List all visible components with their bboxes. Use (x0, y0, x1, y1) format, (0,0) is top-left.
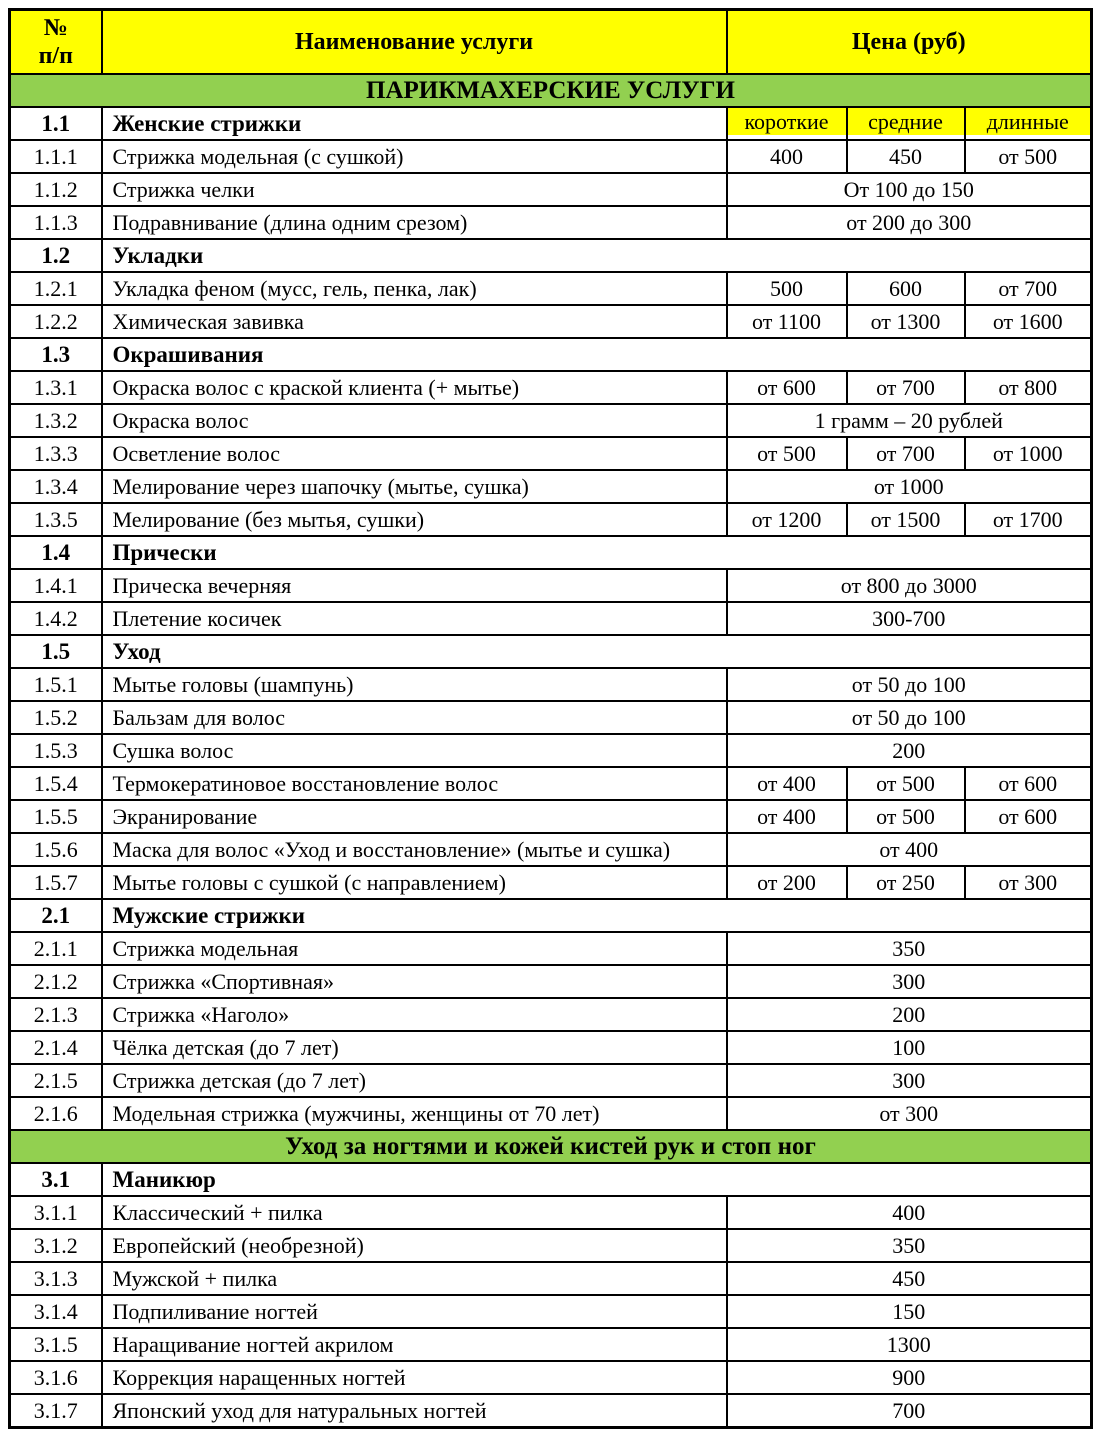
section-banner-row (10, 74, 1092, 107)
service-name: Укладка феном (мусс, гель, пенка, лак) (102, 272, 727, 305)
price-value: 700 (727, 1394, 1092, 1428)
price-value: 350 (727, 1229, 1092, 1262)
group-name: Женские стрижки (102, 107, 727, 140)
price-value: от 500 (965, 140, 1092, 173)
item-row (10, 1031, 1092, 1064)
service-name: Стрижка модельная (с сушкой) (102, 140, 727, 173)
price-value: от 1300 (847, 305, 965, 338)
service-name: Плетение косичек (102, 602, 727, 635)
service-name: Стрижка челки (102, 173, 727, 206)
service-name: Стрижка «Наголо» (102, 998, 727, 1031)
service-name: Мужской + пилка (102, 1262, 727, 1295)
row-number: 1.2 (10, 239, 102, 272)
item-row (10, 470, 1092, 503)
price-value: от 1200 (727, 503, 847, 536)
item-row (10, 1097, 1092, 1130)
service-name: Стрижка детская (до 7 лет) (102, 1064, 727, 1097)
row-number: 3.1.2 (10, 1229, 102, 1262)
price-value: 400 (727, 1196, 1092, 1229)
column-header-service: Наименование услуги (102, 10, 727, 75)
row-number: 1.5.5 (10, 800, 102, 833)
item-row (10, 1064, 1092, 1097)
price-value: от 500 (847, 767, 965, 800)
price-column-label: короткие (728, 108, 846, 135)
price-value: от 1600 (965, 305, 1092, 338)
price-value: от 300 (727, 1097, 1092, 1130)
price-value: от 700 (965, 272, 1092, 305)
group-row (10, 635, 1092, 668)
item-row (10, 173, 1092, 206)
row-number: 3.1.4 (10, 1295, 102, 1328)
price-column-label-cell (847, 107, 965, 140)
row-number: 1.4.2 (10, 602, 102, 635)
item-row (10, 437, 1092, 470)
service-name: Сушка волос (102, 734, 727, 767)
service-name: Наращивание ногтей акрилом (102, 1328, 727, 1361)
price-value: от 600 (965, 800, 1092, 833)
item-row (10, 1229, 1092, 1262)
section-banner-title: Уход за ногтями и кожей кистей рук и стоп ног (10, 1130, 1092, 1163)
row-number: 3.1 (10, 1163, 102, 1196)
item-row (10, 1196, 1092, 1229)
price-value: от 400 (727, 767, 847, 800)
price-column-label-cell (965, 107, 1092, 140)
service-name: Подпиливание ногтей (102, 1295, 727, 1328)
item-row (10, 800, 1092, 833)
row-number: 1.5.3 (10, 734, 102, 767)
service-name: Стрижка «Спортивная» (102, 965, 727, 998)
service-name: Японский уход для натуральных ногтей (102, 1394, 727, 1428)
price-value: 900 (727, 1361, 1092, 1394)
item-row (10, 206, 1092, 239)
column-header-number-line1: № (43, 15, 68, 41)
row-number: 1.5.4 (10, 767, 102, 800)
price-value: от 1000 (727, 470, 1092, 503)
price-value: 150 (727, 1295, 1092, 1328)
group-name: Маникюр (102, 1163, 1092, 1196)
row-number: 1.2.1 (10, 272, 102, 305)
row-number: 3.1.1 (10, 1196, 102, 1229)
price-value: от 1100 (727, 305, 847, 338)
price-value: от 600 (965, 767, 1092, 800)
item-row (10, 734, 1092, 767)
service-name: Химическая завивка (102, 305, 727, 338)
price-value: 450 (847, 140, 965, 173)
price-column-label: средние (848, 108, 964, 135)
price-value: от 700 (847, 371, 965, 404)
row-number: 1.3.4 (10, 470, 102, 503)
row-number: 1.1.1 (10, 140, 102, 173)
price-value: от 700 (847, 437, 965, 470)
service-name: Стрижка модельная (102, 932, 727, 965)
price-value: 200 (727, 998, 1092, 1031)
row-number: 1.4.1 (10, 569, 102, 602)
item-row (10, 1394, 1092, 1428)
item-row (10, 305, 1092, 338)
price-value: от 50 до 100 (727, 701, 1092, 734)
row-number: 1.3.2 (10, 404, 102, 437)
row-number: 1.1.2 (10, 173, 102, 206)
service-name: Окраска волос (102, 404, 727, 437)
service-name: Бальзам для волос (102, 701, 727, 734)
service-name: Окраска волос с краской клиента (+ мытье) (102, 371, 727, 404)
group-row (10, 536, 1092, 569)
group-row (10, 239, 1092, 272)
price-value: От 100 до 150 (727, 173, 1092, 206)
item-row (10, 503, 1092, 536)
row-number: 3.1.7 (10, 1394, 102, 1428)
item-row (10, 1262, 1092, 1295)
group-row (10, 107, 1092, 140)
price-value: 300-700 (727, 602, 1092, 635)
group-name: Прически (102, 536, 1092, 569)
item-row (10, 701, 1092, 734)
row-number: 1.3.5 (10, 503, 102, 536)
row-number: 2.1.6 (10, 1097, 102, 1130)
price-value: от 500 (727, 437, 847, 470)
row-number: 2.1.1 (10, 932, 102, 965)
row-number: 1.3 (10, 338, 102, 371)
row-number: 1.5.6 (10, 833, 102, 866)
item-row (10, 866, 1092, 899)
row-number: 1.5.7 (10, 866, 102, 899)
service-name: Мелирование (без мытья, сушки) (102, 503, 727, 536)
item-row (10, 371, 1092, 404)
row-number: 1.4 (10, 536, 102, 569)
row-number: 2.1 (10, 899, 102, 932)
row-number: 2.1.4 (10, 1031, 102, 1064)
service-name: Классический + пилка (102, 1196, 727, 1229)
price-value: 300 (727, 965, 1092, 998)
service-name: Мытье головы (шампунь) (102, 668, 727, 701)
item-row (10, 272, 1092, 305)
item-row (10, 1361, 1092, 1394)
row-number: 1.5.1 (10, 668, 102, 701)
row-number: 3.1.5 (10, 1328, 102, 1361)
item-row (10, 767, 1092, 800)
price-value: от 1000 (965, 437, 1092, 470)
price-value: от 50 до 100 (727, 668, 1092, 701)
price-value: от 200 до 300 (727, 206, 1092, 239)
row-number: 1.5 (10, 635, 102, 668)
row-number: 2.1.2 (10, 965, 102, 998)
price-value: от 300 (965, 866, 1092, 899)
service-name: Термокератиновое восстановление волос (102, 767, 727, 800)
item-row (10, 1328, 1092, 1361)
price-value: 400 (727, 140, 847, 173)
price-value: от 800 (965, 371, 1092, 404)
price-value: от 250 (847, 866, 965, 899)
row-number: 3.1.3 (10, 1262, 102, 1295)
service-name: Маска для волос «Уход и восстановление» (мытье и сушка) (102, 833, 727, 866)
column-header-number (10, 10, 102, 75)
group-name: Укладки (102, 239, 1092, 272)
service-name: Чёлка детская (до 7 лет) (102, 1031, 727, 1064)
price-value: 200 (727, 734, 1092, 767)
row-number: 1.3.3 (10, 437, 102, 470)
price-value: 600 (847, 272, 965, 305)
group-row (10, 899, 1092, 932)
price-value: 350 (727, 932, 1092, 965)
price-value: 300 (727, 1064, 1092, 1097)
row-number: 1.2.2 (10, 305, 102, 338)
group-name: Уход (102, 635, 1092, 668)
price-value: от 800 до 3000 (727, 569, 1092, 602)
price-value: от 500 (847, 800, 965, 833)
service-name: Прическа вечерняя (102, 569, 727, 602)
price-value: 500 (727, 272, 847, 305)
service-name: Экранирование (102, 800, 727, 833)
price-value: 100 (727, 1031, 1092, 1064)
item-row (10, 1295, 1092, 1328)
service-name: Подравнивание (длина одним срезом) (102, 206, 727, 239)
group-name: Окрашивания (102, 338, 1092, 371)
price-column-label: длинные (966, 108, 1091, 135)
item-row (10, 569, 1092, 602)
section-banner-title: ПАРИКМАХЕРСКИЕ УСЛУГИ (10, 74, 1092, 107)
item-row (10, 668, 1092, 701)
price-value: 1 грамм – 20 рублей (727, 404, 1092, 437)
price-value: от 1500 (847, 503, 965, 536)
group-row (10, 1163, 1092, 1196)
item-row (10, 833, 1092, 866)
service-name: Модельная стрижка (мужчины, женщины от 70 лет) (102, 1097, 727, 1130)
row-number: 2.1.3 (10, 998, 102, 1031)
price-value: от 1700 (965, 503, 1092, 536)
service-name: Европейский (необрезной) (102, 1229, 727, 1262)
section-banner-row (10, 1130, 1092, 1163)
price-value: от 600 (727, 371, 847, 404)
price-value: от 400 (727, 833, 1092, 866)
item-row (10, 404, 1092, 437)
price-column-label-cell (727, 107, 847, 140)
service-name: Мытье головы с сушкой (с направлением) (102, 866, 727, 899)
item-row (10, 998, 1092, 1031)
service-name: Коррекция наращенных ногтей (102, 1361, 727, 1394)
price-value: 1300 (727, 1328, 1092, 1361)
price-value: 450 (727, 1262, 1092, 1295)
row-number: 1.5.2 (10, 701, 102, 734)
column-header-number-line2: п/п (38, 43, 73, 69)
price-value: от 200 (727, 866, 847, 899)
row-number: 1.1 (10, 107, 102, 140)
row-number: 1.3.1 (10, 371, 102, 404)
item-row (10, 602, 1092, 635)
service-name: Мелирование через шапочку (мытье, сушка) (102, 470, 727, 503)
column-header-price: Цена (руб) (727, 10, 1092, 75)
group-row (10, 338, 1092, 371)
item-row (10, 965, 1092, 998)
table-header-row (10, 10, 1092, 75)
row-number: 2.1.5 (10, 1064, 102, 1097)
item-row (10, 932, 1092, 965)
price-value: от 400 (727, 800, 847, 833)
item-row (10, 140, 1092, 173)
row-number: 3.1.6 (10, 1361, 102, 1394)
row-number: 1.1.3 (10, 206, 102, 239)
group-name: Мужские стрижки (102, 899, 1092, 932)
price-list-table (8, 8, 1093, 1429)
service-name: Осветление волос (102, 437, 727, 470)
